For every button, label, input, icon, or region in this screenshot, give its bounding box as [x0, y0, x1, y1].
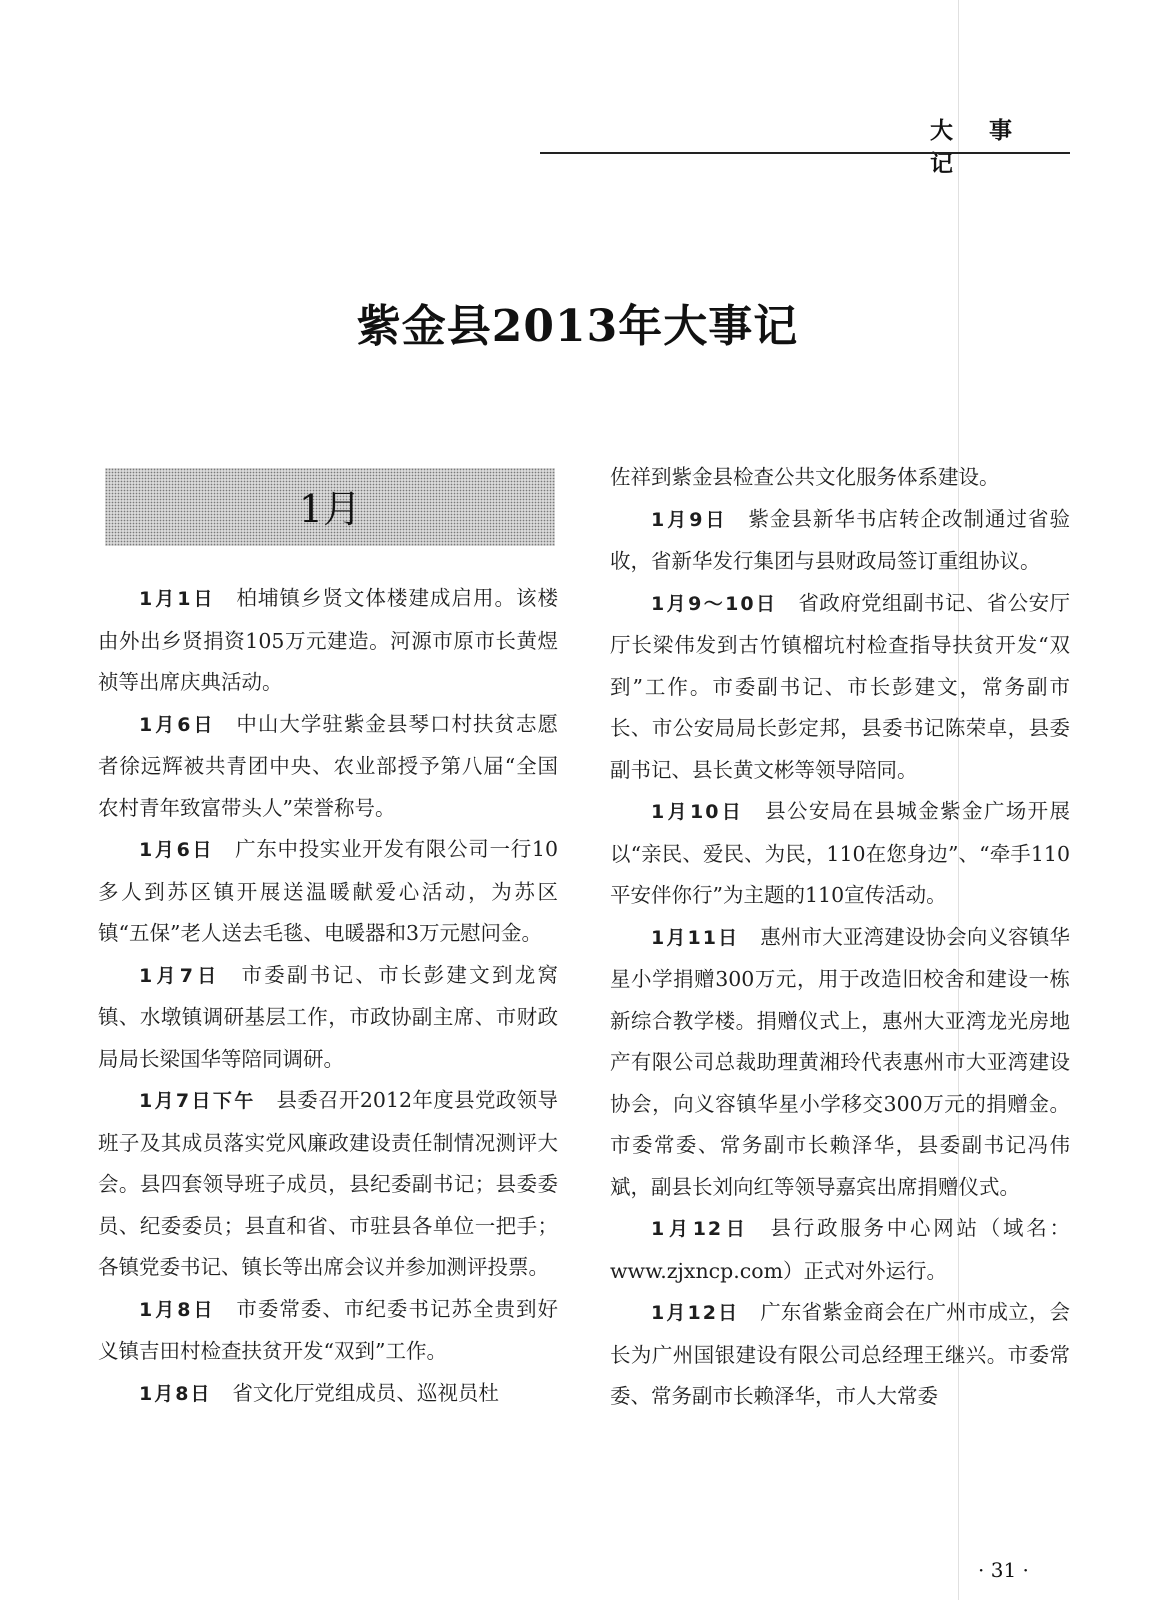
- event-text: 县委召开2012年度县党政领导班子及其成员落实党风廉政建设责任制情况测评大会。县四套领导班子成员，县纪委副书记；县委委员、纪委委员；县直和省、市驻县各单位一把手；各镇党委书记、镇长等出席会议并参加测评投票。: [98, 1088, 558, 1279]
- event-entry: [98, 1080, 558, 1289]
- event-date: 1月6日: [139, 839, 215, 861]
- event-date: 1月12日: [651, 1302, 740, 1324]
- event-text: 中山大学驻紫金县琴口村扶贫志愿者徐远辉被共青团中央、农业部授予第八届“全国农村青年致富带头人”荣誉称号。: [98, 711, 558, 820]
- event-entry: [610, 1292, 1070, 1418]
- event-entry: [610, 791, 1070, 917]
- event-entry: [610, 917, 1070, 1209]
- event-date: 1月11日: [651, 926, 740, 949]
- event-entry: [98, 704, 558, 830]
- page-number: · 31 ·: [978, 1558, 1029, 1582]
- event-entry: [98, 955, 558, 1081]
- event-date: 1月7日: [139, 964, 221, 987]
- event-entry: [98, 829, 558, 955]
- event-entry: [610, 499, 1070, 583]
- month-heading: 1月: [298, 487, 362, 531]
- event-date: 1月10日: [651, 801, 745, 823]
- event-text: 紫金县新华书店转企改制通过省验收，省新华发行集团与县财政局签订重组协议。: [610, 506, 1070, 573]
- event-date: 1月8日: [139, 1298, 216, 1321]
- left-column: [98, 578, 558, 1415]
- page-title: 紫金县2013年大事记: [356, 301, 799, 352]
- event-entry: [610, 583, 1070, 792]
- event-entry: [98, 578, 558, 704]
- month-heading-box: [105, 468, 555, 546]
- right-column: [610, 457, 1070, 1418]
- event-text: 省文化厅党组成员、巡视员杜: [232, 1380, 499, 1405]
- event-text: 县公安局在县城金紫金广场开展以“亲民、爱民、为民，110在您身边”、“牵手110平安伴你行”为主题的110宣传活动。: [610, 799, 1071, 907]
- event-continuation: 佐祥到紫金县检查公共文化服务体系建设。: [610, 465, 1000, 489]
- event-date: 1月7日下午: [139, 1090, 256, 1112]
- event-text: 市委副书记、市长彭建文到龙窝镇、水墩镇调研基层工作，市政协副主席、市财政局局长梁国华等陪同调研。: [98, 962, 558, 1071]
- header-rule: [540, 152, 1070, 154]
- event-text: 广东中投实业开发有限公司一行10多人到苏区镇开展送温暖献爱心活动，为苏区镇“五保”老人送去毛毯、电暖器和3万元慰问金。: [98, 837, 558, 945]
- event-entry: [610, 1208, 1070, 1292]
- event-entry: [98, 1373, 558, 1416]
- event-text: 县行政服务中心网站（域名：www.zjxncp.com）正式对外运行。: [610, 1216, 1070, 1283]
- event-date: 1月9～10日: [651, 592, 778, 615]
- event-date: 1月8日: [139, 1382, 212, 1405]
- event-date: 1月6日: [139, 713, 216, 736]
- event-text: 广东省紫金商会在广州市成立，会长为广州国银建设有限公司总经理王继兴。市委常委、常务副市长赖泽华，市人大常委: [610, 1300, 1071, 1408]
- section-header: 大 事 记: [930, 118, 1027, 177]
- event-text: 柏埔镇乡贤文体楼建成启用。该楼由外出乡贤捐资105万元建造。河源市原市长黄煜祯等出席庆典活动。: [98, 586, 558, 694]
- event-date: 1月12日: [651, 1218, 750, 1240]
- event-entry: [98, 1289, 558, 1373]
- event-date: 1月1日: [139, 588, 216, 610]
- event-date: 1月9日: [651, 508, 728, 531]
- event-text: 惠州市大亚湾建设协会向义容镇华星小学捐赠300万元，用于改造旧校舍和建设一栋新综合教学楼。捐赠仪式上，惠州大亚湾龙光房地产有限公司总裁助理黄湘玲代表惠州市大亚湾建设协会，向义容镇华星小学移交300万元的捐赠金。市委常委、常务副市长赖泽华，县委副书记冯伟斌，副县长刘向红等领导嘉宾出席捐赠仪式。: [610, 924, 1071, 1199]
- event-text: 省政府党组副书记、省公安厅厅长梁伟发到古竹镇榴坑村检查指导扶贫开发“双到”工作。市委副书记、市长彭建文，常务副市长、市公安局局长彭定邦，县委书记陈荣卓，县委副书记、县长黄文彬等领导陪同。: [610, 590, 1071, 782]
- event-text: 市委常委、市纪委书记苏全贵到好义镇吉田村检查扶贫开发“双到”工作。: [98, 1296, 558, 1363]
